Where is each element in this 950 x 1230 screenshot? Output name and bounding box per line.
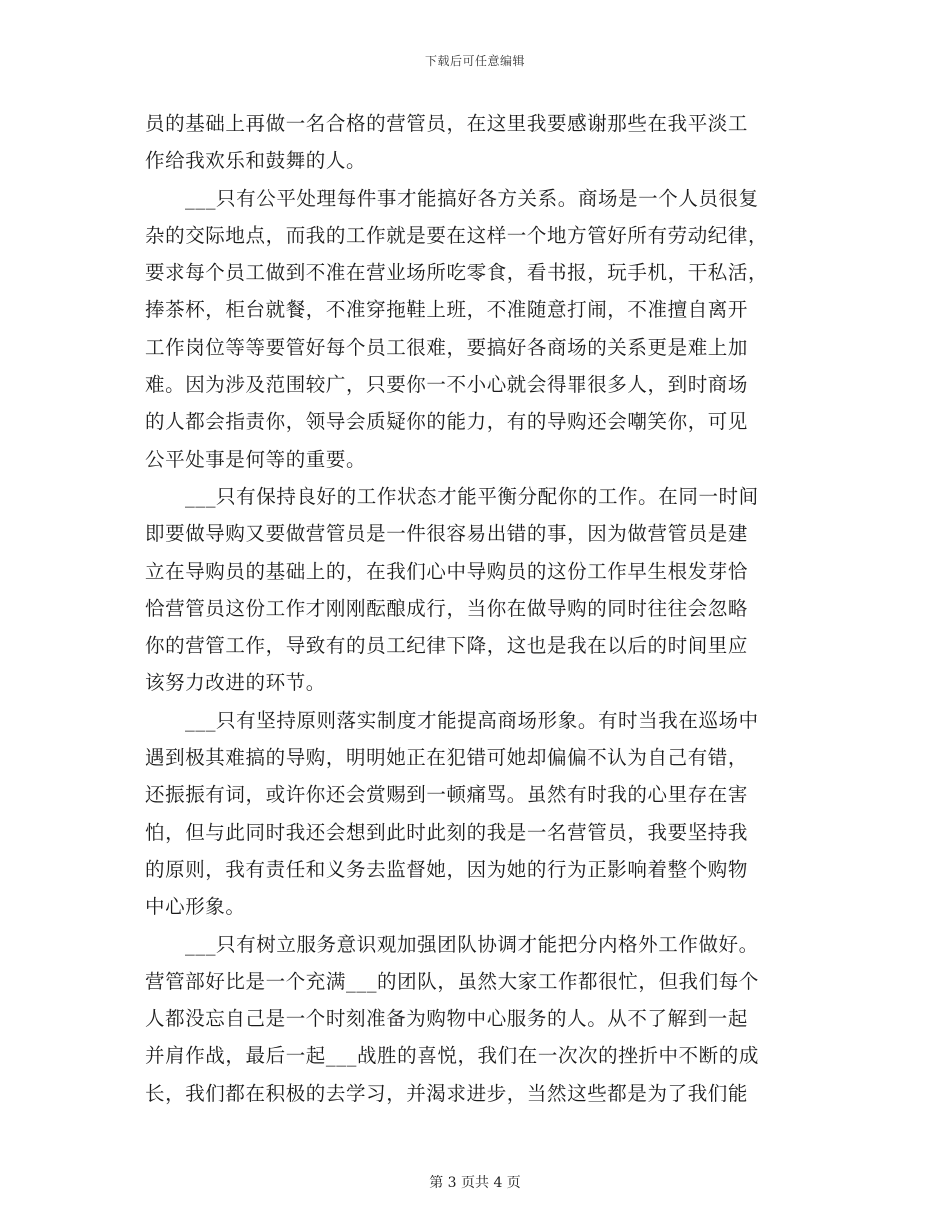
- text-line: 公平处事是何等的重要。: [145, 447, 367, 471]
- text-line: 你的营管工作，导致有的员工纪律下降，这也是我在以后的时间里应: [145, 634, 749, 658]
- text-line: 的人都会指责你，领导会质疑你的能力，有的导购还会嘲笑你，可见: [145, 410, 749, 434]
- page-number: 第 3 页共 4 页: [429, 1175, 521, 1191]
- text-line: 员的基础上再做一名合格的营管员，在这里我要感谢那些在我平淡工: [145, 112, 749, 135]
- text-line: 要求每个员工做到不准在营业场所吃零食，看书报，玩手机，干私活，: [145, 261, 769, 285]
- text-line: 捧茶杯，柜台就餐，不准穿拖鞋上班，不准随意打闹，不准擅自离开: [145, 298, 749, 322]
- text-line: 人都没忘自己是一个时刻准备为购物中心服务的人。从不了解到一起: [145, 1007, 749, 1031]
- text-line: 恰营管员这份工作才刚刚酝酿成行，当你在做导购的同时往往会忽略: [145, 596, 749, 620]
- paragraph-start-line: ___只有树立服务意识观加强团队协调才能把分内格外工作做好。: [185, 932, 759, 956]
- text-line: 遇到极其难搞的导购，明明她正在犯错可她却偏偏不认为自己有错，: [145, 746, 749, 770]
- page-header-note: 下载后可任意编辑: [424, 54, 525, 68]
- text-line: 作给我欢乐和鼓舞的人。: [145, 149, 367, 173]
- text-line: 立在导购员的基础上的，在我们心中导购员的这份工作早生根发芽恰: [145, 559, 749, 583]
- text-line: 营管部好比是一个充满___的团队，虽然大家工作都很忙，但我们每个: [145, 969, 759, 993]
- document-body: [145, 105, 805, 1112]
- text-line: 还振振有词，或许你还会赏赐到一顿痛骂。虽然有时我的心里存在害: [145, 783, 749, 807]
- text-line: 中心形象。: [145, 895, 246, 919]
- text-line: 该努力改进的环节。: [145, 671, 326, 695]
- paragraph-start-line: ___只有坚持原则落实制度才能提高商场形象。有时当我在巡场中: [185, 708, 759, 732]
- text-line: 怕，但与此同时我还会想到此时此刻的我是一名营管员，我要坚持我: [145, 820, 749, 844]
- paragraph-start-line: ___只有公平处理每件事才能搞好各方关系。商场是一个人员很复: [185, 186, 759, 210]
- text-line: 难。因为涉及范围较广，只要你一不小心就会得罪很多人，到时商场: [145, 373, 749, 397]
- text-line: 工作岗位等等要管好每个员工很难，要搞好各商场的关系更是难上加: [145, 335, 749, 359]
- text-line: 的原则，我有责任和义务去监督她，因为她的行为正影响着整个购物: [145, 857, 749, 881]
- text-line: 并肩作战，最后一起___战胜的喜悦，我们在一次次的挫折中不断的成: [145, 1044, 759, 1068]
- paragraph-start-line: ___只有保持良好的工作状态才能平衡分配你的工作。在同一时间: [185, 484, 759, 508]
- text-line: 长，我们都在积极的去学习，并渴求进步，当然这些都是为了我们能: [145, 1081, 749, 1105]
- text-line: 即要做导购又要做营管员是一件很容易出错的事，因为做营管员是建: [145, 522, 749, 546]
- text-line: 杂的交际地点，而我的工作就是要在这样一个地方管好所有劳动纪律，: [145, 223, 769, 247]
